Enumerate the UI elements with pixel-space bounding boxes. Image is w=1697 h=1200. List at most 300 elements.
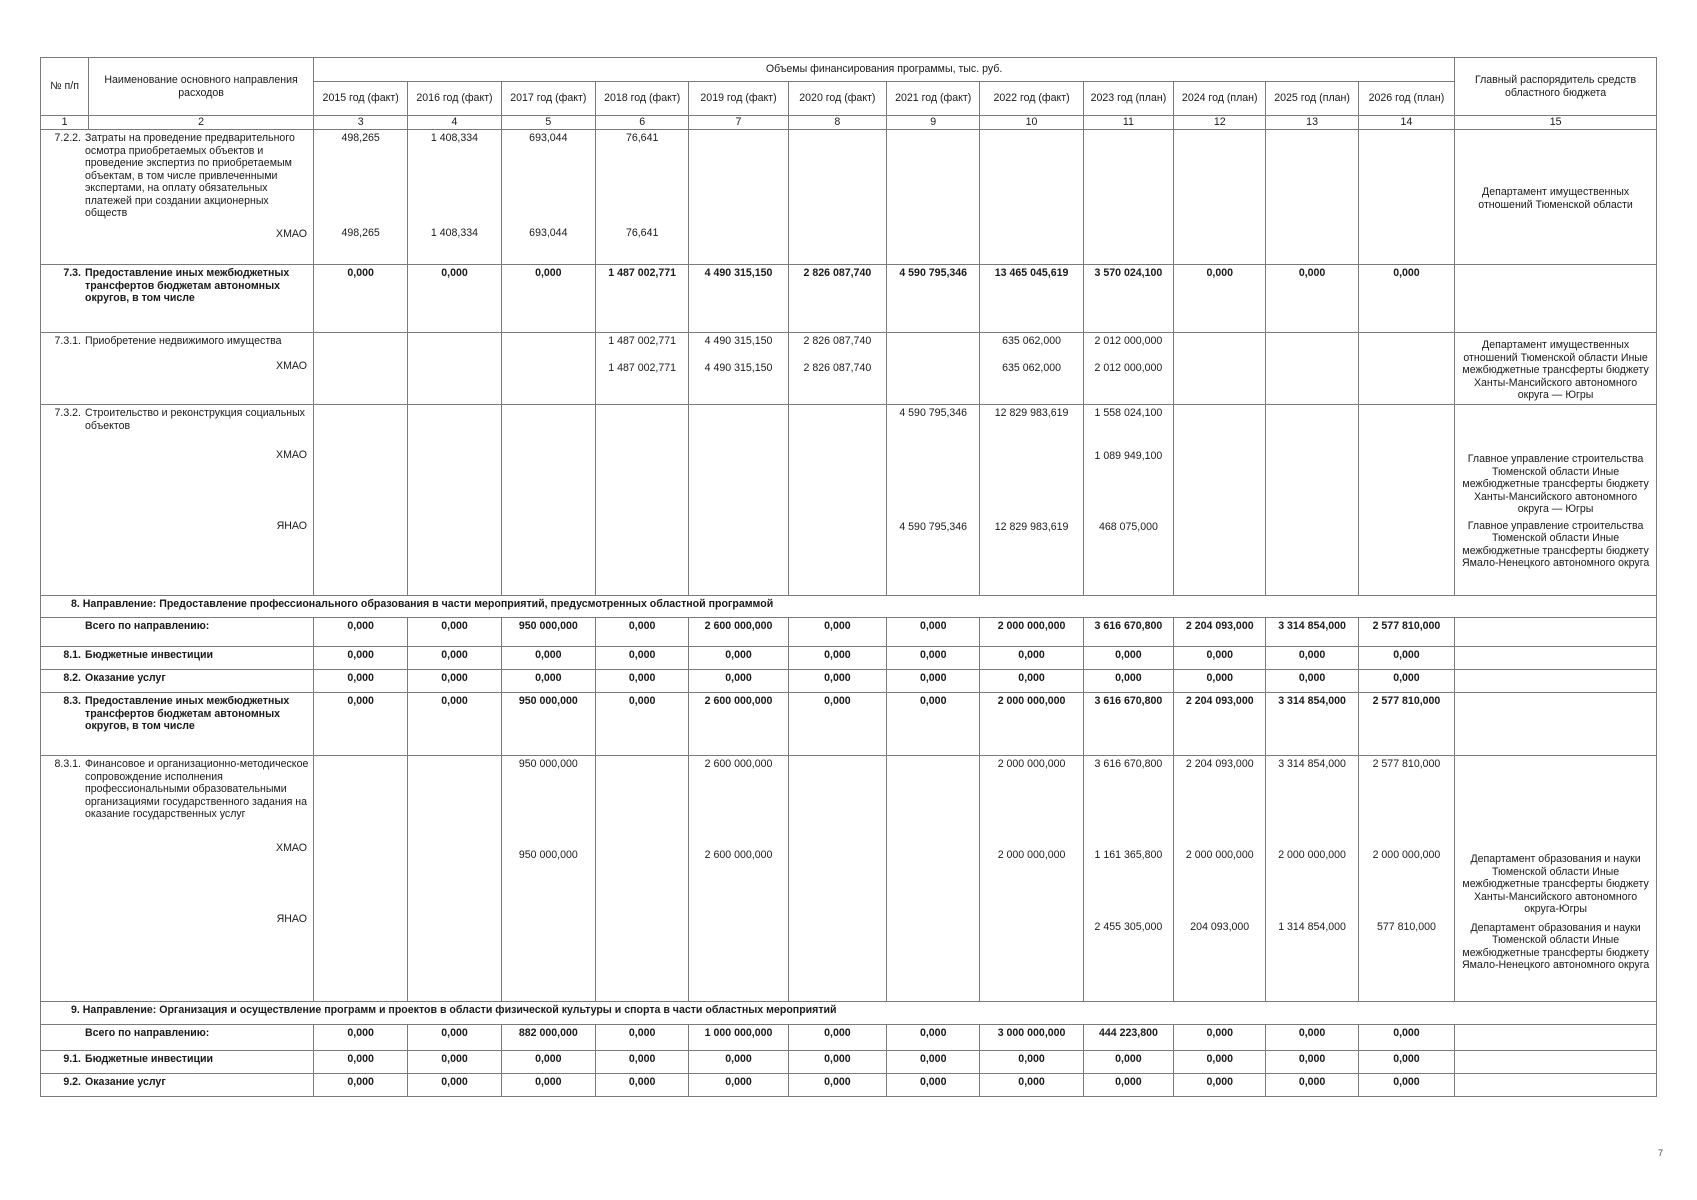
header-volumes: Объемы финансирования программы, тыс. руб. — [313, 58, 1454, 82]
value-cell — [1174, 405, 1266, 596]
value — [1087, 132, 1170, 145]
value: 498,265 — [341, 227, 380, 239]
value: 0,000 — [824, 620, 851, 632]
value-cell — [788, 670, 886, 693]
value-cell — [980, 130, 1083, 265]
owner-cell — [1455, 670, 1657, 693]
value-cell — [1174, 1074, 1266, 1097]
column-number: 8 — [788, 116, 886, 130]
value: 0,000 — [1393, 1076, 1420, 1088]
value: 0,000 — [1206, 1027, 1233, 1039]
value — [1269, 407, 1354, 420]
value: 1 161 365,800 — [1094, 849, 1163, 861]
value: 2 826 087,740 — [803, 267, 872, 279]
sub-region: ХМАО — [276, 227, 307, 240]
value-cell — [1083, 1074, 1173, 1097]
row-number: 7.3.2. — [54, 407, 81, 419]
value: 0,000 — [1393, 267, 1420, 279]
value-cell — [408, 647, 501, 670]
column-number: 3 — [313, 116, 407, 130]
row-name: Приобретение недвижимого имущества — [85, 335, 282, 347]
row-number — [41, 1025, 85, 1042]
value-cell — [596, 333, 689, 405]
value — [411, 335, 497, 348]
row-name-cell — [41, 1074, 314, 1097]
value-cell — [887, 405, 980, 596]
value — [983, 132, 1079, 145]
value: 635 062,000 — [1002, 335, 1062, 347]
row-name: Бюджетные инвестиции — [85, 649, 214, 661]
column-number: 11 — [1083, 116, 1173, 130]
value: 0,000 — [535, 672, 562, 684]
value — [599, 849, 685, 862]
value-cell — [408, 693, 501, 756]
value-cell — [689, 333, 788, 405]
value — [505, 335, 592, 348]
value-cell — [1358, 1074, 1454, 1097]
value: 0,000 — [1298, 1053, 1326, 1065]
value: 0,000 — [725, 1053, 752, 1065]
value-cell — [408, 618, 501, 647]
value — [890, 335, 976, 348]
value: 0,000 — [441, 672, 468, 684]
value-cell — [1266, 333, 1358, 405]
value-cell — [980, 756, 1083, 1002]
value: 0,000 — [1298, 1027, 1326, 1039]
table-row — [41, 1002, 1657, 1025]
value-cell — [501, 1025, 595, 1051]
value — [317, 921, 404, 934]
value: 2 000 000,000 — [997, 695, 1066, 707]
table-row — [41, 1025, 1657, 1051]
value — [1177, 335, 1262, 348]
value — [1177, 227, 1262, 240]
value: 0,000 — [1298, 649, 1326, 661]
value — [983, 450, 1079, 463]
table-row — [41, 596, 1657, 618]
row-number: 7.2.2. — [54, 132, 81, 144]
table-row — [41, 265, 1657, 333]
value: 0,000 — [347, 695, 374, 707]
value: 0,000 — [919, 672, 947, 684]
header-year: 2025 год (план) — [1266, 82, 1358, 116]
table-row — [41, 405, 1657, 596]
column-number: 2 — [89, 116, 314, 130]
header-year: 2015 год (факт) — [313, 82, 407, 116]
value: 950 000,000 — [518, 758, 578, 770]
column-number: 9 — [887, 116, 980, 130]
value: 2 577 810,000 — [1372, 758, 1441, 770]
value — [411, 362, 497, 375]
value: 0,000 — [347, 649, 374, 661]
value — [890, 849, 976, 862]
value: 0,000 — [441, 1027, 468, 1039]
value-cell — [887, 1051, 980, 1074]
value: 0,000 — [919, 649, 947, 661]
value-cell — [1083, 405, 1173, 596]
column-number: 7 — [689, 116, 788, 130]
value-cell — [501, 130, 595, 265]
value-cell — [980, 647, 1083, 670]
row-number: 9.2. — [63, 1076, 81, 1088]
value: 3 314 854,000 — [1278, 758, 1346, 770]
direction-heading: 8. Направление: Предоставление профессионального образования в части мероприятий, предусмотренных областной программой — [41, 596, 1657, 618]
value-cell — [408, 265, 501, 333]
value-cell — [1358, 265, 1454, 333]
row-name-cell — [41, 1025, 314, 1051]
value-cell — [1266, 1025, 1358, 1051]
value: 2 204 093,000 — [1185, 758, 1254, 770]
value-cell — [1358, 693, 1454, 756]
value — [792, 407, 883, 420]
value: 882 000,000 — [518, 1027, 578, 1039]
value — [505, 407, 592, 420]
value: 0,000 — [1206, 1053, 1233, 1065]
value-cell — [408, 1074, 501, 1097]
value — [505, 921, 592, 934]
value: 0,000 — [441, 695, 468, 707]
value: 1 487 002,771 — [608, 267, 677, 279]
sub-region: ЯНАО — [276, 519, 307, 532]
value: 0,000 — [824, 695, 851, 707]
value: 0,000 — [347, 1027, 374, 1039]
value: 0,000 — [725, 672, 752, 684]
value: 0,000 — [1115, 672, 1142, 684]
value — [792, 450, 883, 463]
value — [411, 921, 497, 934]
value: 0,000 — [535, 649, 562, 661]
value: 2 600 000,000 — [704, 849, 773, 861]
owner-cell — [1455, 333, 1657, 405]
value — [1269, 521, 1354, 534]
owner-cell — [1455, 1025, 1657, 1051]
value: 2 204 093,000 — [1185, 695, 1254, 707]
value-cell — [501, 618, 595, 647]
value-cell — [313, 1074, 407, 1097]
value-cell — [980, 1074, 1083, 1097]
value-cell — [1174, 693, 1266, 756]
table-row — [41, 693, 1657, 756]
value: 0,000 — [919, 620, 947, 632]
value — [692, 132, 784, 145]
owner-cell — [1455, 647, 1657, 670]
value-cell — [1266, 756, 1358, 1002]
value: 3 000 000,000 — [997, 1027, 1066, 1039]
value-cell — [887, 1074, 980, 1097]
row-name: Предоставление иных межбюджетных трансфертов бюджетам автономных округов, в том числе — [85, 695, 290, 732]
value — [1362, 407, 1451, 420]
value-cell — [689, 265, 788, 333]
value-cell — [689, 1025, 788, 1051]
header-year: 2023 год (план) — [1083, 82, 1173, 116]
value: 3 616 670,800 — [1094, 620, 1163, 632]
owner-text: Департамент имущественных отношений Тюменской области Иные межбюджетные трансферты бюджету Ханты-Мансийского автономного округа — Югры — [1462, 339, 1649, 401]
value: 0,000 — [1115, 649, 1142, 661]
value-cell — [980, 1025, 1083, 1051]
row-number: 8.2. — [63, 672, 81, 684]
value-cell — [1358, 405, 1454, 596]
table-row — [41, 130, 1657, 265]
value-cell — [1266, 670, 1358, 693]
table-row — [41, 618, 1657, 647]
row-name-cell — [41, 265, 314, 333]
value-cell — [1083, 130, 1173, 265]
value: 2 000 000,000 — [1278, 849, 1346, 861]
value-cell — [887, 670, 980, 693]
value: 2 012 000,000 — [1094, 362, 1163, 374]
value: 0,000 — [1206, 649, 1233, 661]
value-cell — [313, 130, 407, 265]
value: 1 000 000,000 — [704, 1027, 773, 1039]
value: 13 465 045,619 — [994, 267, 1069, 279]
value-cell — [501, 647, 595, 670]
value — [317, 450, 404, 463]
value-cell — [1083, 756, 1173, 1002]
value: 0,000 — [1393, 649, 1420, 661]
value-cell — [1266, 647, 1358, 670]
row-number — [41, 618, 85, 635]
value: 2 204 093,000 — [1185, 620, 1254, 632]
value: 2 000 000,000 — [1372, 849, 1441, 861]
value-cell — [788, 1025, 886, 1051]
value: 0,000 — [628, 1053, 656, 1065]
column-number: 12 — [1174, 116, 1266, 130]
value-cell — [1174, 1025, 1266, 1051]
value-cell — [596, 265, 689, 333]
value-cell — [408, 405, 501, 596]
value-cell — [1266, 130, 1358, 265]
row-name: Всего по направлению: — [85, 1027, 210, 1039]
value: 3 570 024,100 — [1094, 267, 1163, 279]
table-row — [41, 670, 1657, 693]
value: 1 487 002,771 — [608, 362, 677, 374]
value: 4 490 315,150 — [704, 362, 773, 374]
value-cell — [1083, 647, 1173, 670]
row-number: 8.3. — [63, 695, 81, 707]
value — [505, 362, 592, 375]
value: 76,641 — [625, 132, 659, 144]
value — [692, 407, 784, 420]
value: 950 000,000 — [518, 849, 578, 861]
value: 4 590 795,346 — [899, 407, 968, 419]
value — [1362, 335, 1451, 348]
header-year: 2020 год (факт) — [788, 82, 886, 116]
value-cell — [887, 265, 980, 333]
value-cell — [1083, 333, 1173, 405]
value — [599, 407, 685, 420]
column-number: 4 — [408, 116, 501, 130]
owner-cell — [1455, 265, 1657, 333]
value-cell — [501, 1074, 595, 1097]
value: 0,000 — [441, 1053, 468, 1065]
value: 0,000 — [1018, 672, 1045, 684]
value-cell — [887, 1025, 980, 1051]
column-number: 6 — [596, 116, 689, 130]
value: 0,000 — [441, 267, 468, 279]
value — [1177, 132, 1262, 145]
value — [792, 849, 883, 862]
value-cell — [408, 1025, 501, 1051]
value-cell — [596, 1074, 689, 1097]
value — [317, 335, 404, 348]
value-cell — [1358, 1025, 1454, 1051]
value-cell — [887, 647, 980, 670]
value-cell — [313, 756, 407, 1002]
value-cell — [1358, 1051, 1454, 1074]
value: 0,000 — [919, 1027, 947, 1039]
value — [890, 758, 976, 771]
value-cell — [689, 130, 788, 265]
row-number: 9.1. — [63, 1053, 81, 1065]
owner-cell — [1455, 130, 1657, 265]
value — [1362, 362, 1451, 375]
owner-cell — [1455, 1051, 1657, 1074]
value: 0,000 — [1298, 1076, 1326, 1088]
value: 76,641 — [625, 227, 659, 239]
column-number: 14 — [1358, 116, 1454, 130]
value: 4 590 795,346 — [899, 267, 968, 279]
page-number: 7 — [1657, 1148, 1663, 1158]
owner-cell — [1455, 693, 1657, 756]
row-name-cell — [41, 647, 314, 670]
value — [317, 362, 404, 375]
value: 3 616 670,800 — [1094, 758, 1163, 770]
sub-region: ХМАО — [276, 449, 307, 461]
header-year: 2021 год (факт) — [887, 82, 980, 116]
value-cell — [1266, 1074, 1358, 1097]
value — [317, 521, 404, 534]
value: 3 616 670,800 — [1094, 695, 1163, 707]
value: 1 408,334 — [430, 227, 479, 239]
value — [890, 921, 976, 934]
row-name: Всего по направлению: — [85, 620, 210, 632]
owner-cell — [1455, 405, 1657, 596]
value: 2 577 810,000 — [1372, 620, 1441, 632]
value: 0,000 — [347, 672, 374, 684]
value-cell — [501, 405, 595, 596]
header-year: 2019 год (факт) — [689, 82, 788, 116]
value — [692, 450, 784, 463]
value-cell — [980, 405, 1083, 596]
value: 0,000 — [824, 649, 851, 661]
row-name: Оказание услуг — [85, 672, 166, 684]
table-row — [41, 756, 1657, 1002]
value — [505, 450, 592, 463]
value: 0,000 — [628, 649, 656, 661]
row-name-cell — [41, 618, 314, 647]
value-cell — [313, 333, 407, 405]
value — [505, 521, 592, 534]
sub-region: ХМАО — [276, 359, 307, 372]
value: 4 590 795,346 — [899, 521, 968, 533]
value: 0,000 — [1206, 267, 1233, 279]
value-cell — [596, 756, 689, 1002]
value-cell — [980, 265, 1083, 333]
value-cell — [313, 670, 407, 693]
value — [792, 921, 883, 934]
table-row — [41, 333, 1657, 405]
value-cell — [501, 670, 595, 693]
row-name: Бюджетные инвестиции — [85, 1053, 214, 1065]
value — [599, 921, 685, 934]
value: 444 223,800 — [1098, 1027, 1158, 1039]
value-cell — [1266, 1051, 1358, 1074]
value-cell — [408, 1051, 501, 1074]
value — [1362, 450, 1451, 463]
value — [792, 132, 883, 145]
value: 1 408,334 — [430, 132, 479, 144]
value: 2 577 810,000 — [1372, 695, 1441, 707]
value: 0,000 — [628, 695, 656, 707]
value-cell — [596, 1051, 689, 1074]
value-cell — [1174, 265, 1266, 333]
value: 0,000 — [919, 695, 947, 707]
value: 0,000 — [441, 620, 468, 632]
value — [1269, 335, 1354, 348]
sub-region: ХМАО — [276, 841, 307, 854]
value — [1362, 132, 1451, 145]
value: 0,000 — [824, 672, 851, 684]
row-number: 8.1. — [63, 649, 81, 661]
value-cell — [596, 647, 689, 670]
value-cell — [313, 405, 407, 596]
value: 0,000 — [628, 620, 656, 632]
value — [1362, 227, 1451, 240]
value-cell — [887, 333, 980, 405]
value — [890, 132, 976, 145]
value — [983, 921, 1079, 934]
value: 0,000 — [628, 672, 656, 684]
column-number: 1 — [41, 116, 89, 130]
value: 0,000 — [535, 1076, 562, 1088]
value-cell — [980, 670, 1083, 693]
owner-text: Департамент имущественных отношений Тюменской области — [1478, 186, 1633, 211]
value: 3 314 854,000 — [1278, 620, 1346, 632]
value — [1087, 227, 1170, 240]
value-cell — [788, 333, 886, 405]
value-cell — [788, 265, 886, 333]
value-cell — [313, 1051, 407, 1074]
value-cell — [313, 618, 407, 647]
value-cell — [596, 405, 689, 596]
value: 1 089 949,100 — [1094, 450, 1163, 462]
value — [411, 849, 497, 862]
value-cell — [1083, 618, 1173, 647]
owner-text: Главное управление строительства Тюменской области Иные межбюджетные трансферты бюджету Ханты-Мансийского автономного округа — Югры — [1462, 453, 1649, 515]
value: 2 455 305,000 — [1094, 921, 1163, 933]
value-cell — [788, 647, 886, 670]
value-cell — [1266, 693, 1358, 756]
value: 0,000 — [1018, 1053, 1045, 1065]
value-cell — [689, 756, 788, 1002]
value-cell — [501, 333, 595, 405]
value-cell — [887, 130, 980, 265]
value: 2 600 000,000 — [704, 758, 773, 770]
value-cell — [1358, 130, 1454, 265]
column-number: 15 — [1455, 116, 1657, 130]
value: 577 810,000 — [1376, 921, 1436, 933]
value-cell — [1358, 647, 1454, 670]
row-name: Финансовое и организационно-методическое сопровождение исполнения профессиональными образовательными организациями государственного задания на оказание государственных услуг — [85, 758, 309, 820]
value-cell — [1083, 1025, 1173, 1051]
value — [1177, 407, 1262, 420]
value-cell — [408, 333, 501, 405]
value: 0,000 — [919, 1076, 947, 1088]
value-cell — [689, 693, 788, 756]
row-name-cell — [41, 130, 314, 265]
row-name: Затраты на проведение предварительного осмотра приобретаемых объектов и проведение экспертиз по приобретаемым объектам, в том числе привлеченными экспертами, на оплату обязательных платежей при создании акционерных обществ — [85, 132, 295, 219]
value-cell — [1174, 618, 1266, 647]
